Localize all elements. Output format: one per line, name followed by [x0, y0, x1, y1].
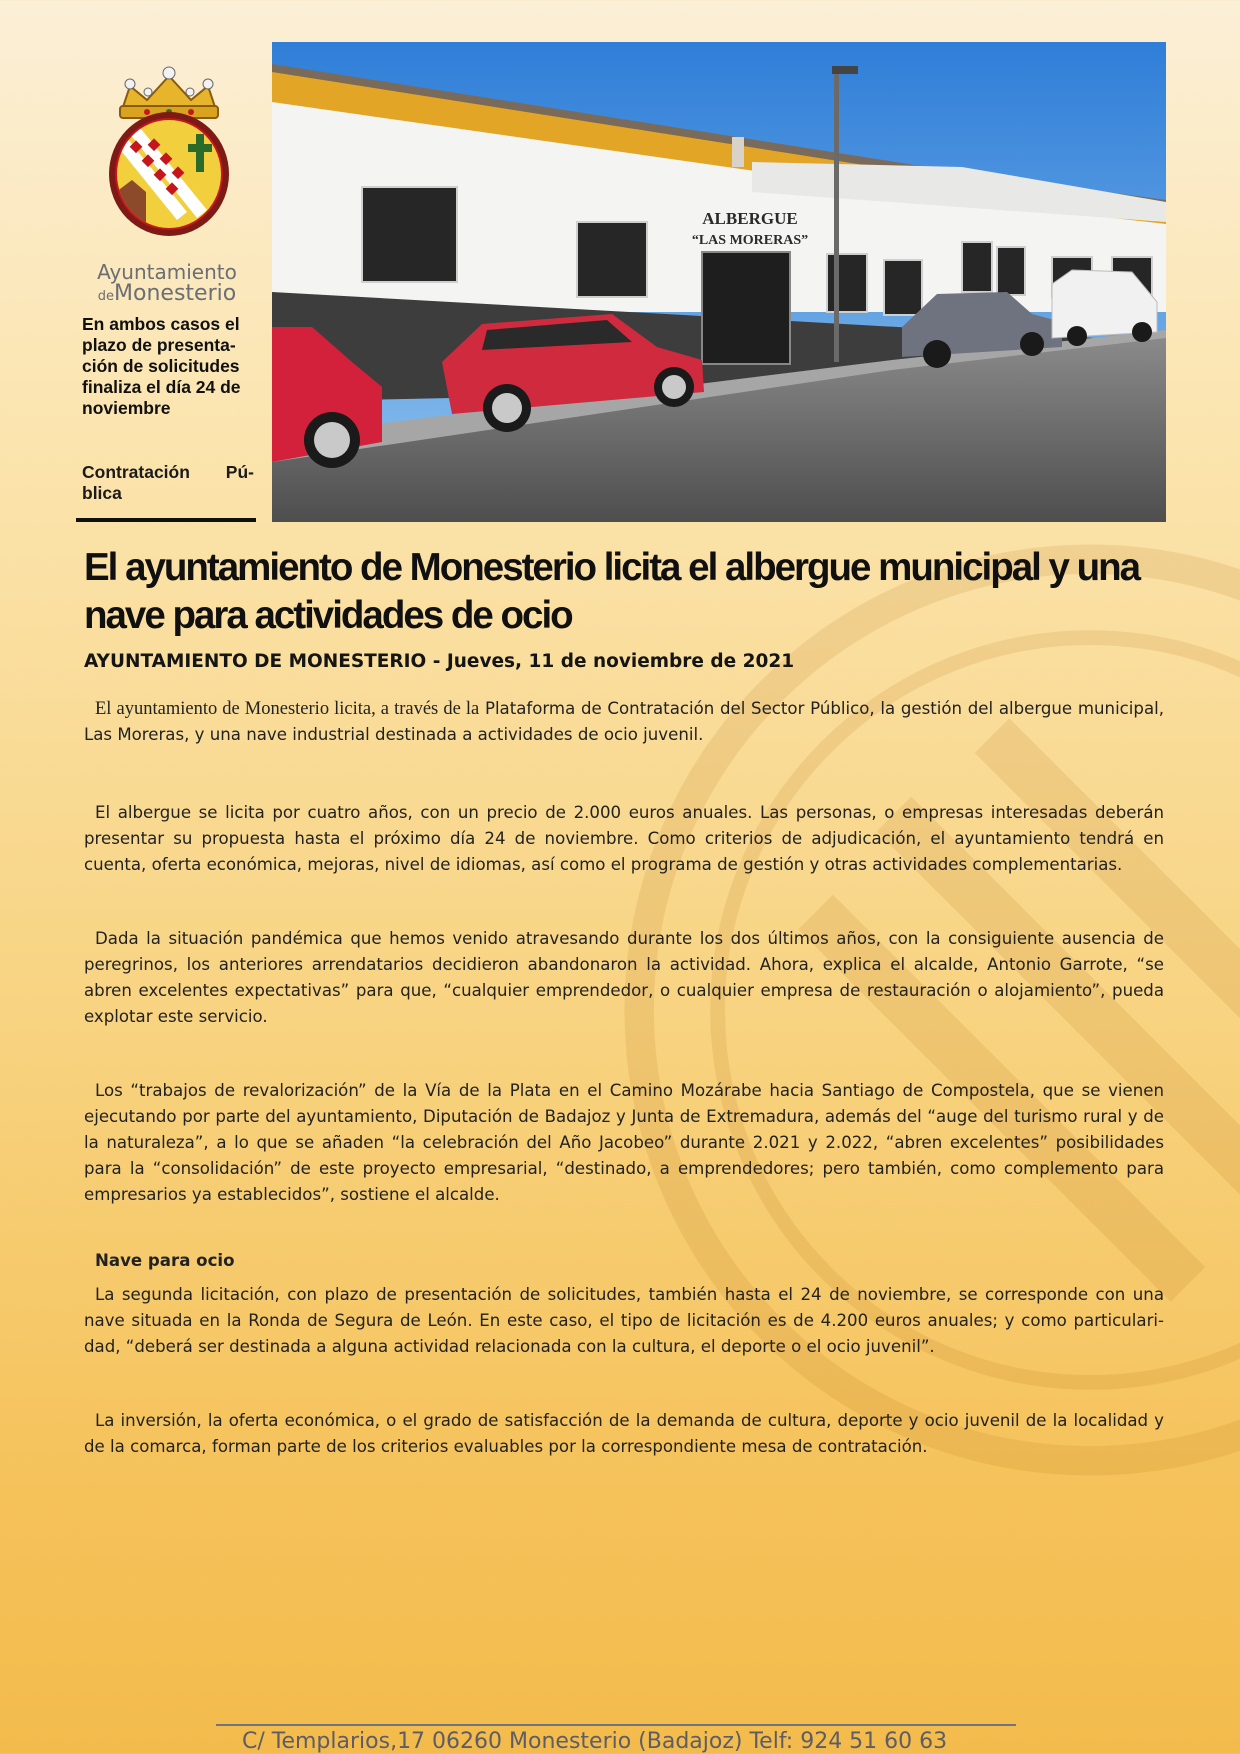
- sidebar-highlight-note: En ambos casos el plazo de presenta-ción de solicitudes finaliza el día 24 de noviembre: [82, 314, 241, 418]
- sidebar-divider: [76, 518, 256, 522]
- footer-divider: [216, 1724, 1016, 1726]
- paragraph-5: La segunda licitación, con plazo de presentación de solicitudes, también hasta el 24 de noviembre, se corresponde con una nave situada en la Ronda de Segura de León. En este caso, el tipo de licitación es de 4.200 euros anuales; y como particulari-dad, “deberá ser destinada a alguna actividad relacionada con la cultura, el deporte o el ocio juvenil”.: [84, 1285, 1164, 1356]
- article-headline: El ayuntamiento de Monesterio licita el albergue municipal y una nave para actividades de ocio: [84, 546, 1140, 637]
- paragraph-6: La inversión, la oferta económica, o el grado de satisfacción de la demanda de cultura, deporte y ocio juvenil de la localidad y de la comarca, forman parte de los criterios evaluables por la correspondiente mesa de contratación.: [84, 1411, 1164, 1456]
- logo-line1: Ayuntamiento: [97, 260, 237, 284]
- article-byline: AYUNTAMIENTO DE MONESTERIO - Jueves, 11 de noviembre de 2021: [84, 651, 795, 672]
- section-label: Contratación Pú-blica: [82, 462, 254, 503]
- article-body: [84, 696, 1164, 1460]
- paragraph-4: Los “trabajos de revalorización” de la Vía de la Plata en el Camino Mozárabe hacia Santiago de Compostela, que se vienen ejecutando por parte del ayuntamiento, Diputación de Badajoz y Junta de Extremadura, además del “auge del turismo rural y de la naturaleza”, a lo que se añaden “la celebración del Año Jacobeo” durante 2.021 y 2.022, “abren excelentes” posibilidades para la “consolidación” de este proyecto empresarial, “destinado, a emprendedores; pero también, como complemento para empresarios ya establecidos”, sostiene el alcalde.: [84, 1081, 1164, 1204]
- logo-wordmark: [82, 261, 252, 308]
- paragraph-2: El albergue se licita por cuatro años, con un precio de 2.000 euros anuales. Las personas, o empresas interesadas deberán presentar su propuesta hasta el próximo día 24 de noviembre. Como criterios de adjudicación, el ayuntamiento tendrá en cuenta, oferta económica, mejoras, nivel de idiomas, así como el programa de gestión y otras actividades complementarias.: [84, 803, 1164, 874]
- paragraph-1: El ayuntamiento de Monesterio licita, a través de la Plataforma de Contratación del Sector Público, la gestión del albergue municipal, Las Moreras, y una nave industrial destinada a actividades de ocio juvenil.: [84, 699, 1164, 744]
- crown-icon: [120, 67, 218, 118]
- albergue-sign-line1: ALBERGUE: [702, 209, 798, 228]
- albergue-sign-line2: “LAS MORERAS”: [691, 233, 809, 248]
- coat-of-arms-logo: [92, 62, 247, 242]
- hero-photo-albergue: [272, 42, 1166, 522]
- logo-line2: deMonesterio: [97, 281, 237, 306]
- section-subhead: Nave para ocio: [95, 1251, 235, 1270]
- paragraph-3: Dada la situación pandémica que hemos venido atravesando durante los dos últimos años, con la consiguiente ausencia de peregrinos, los anteriores arrendatarios decidieron abandonaron la actividad. Ahora, explica el alcalde, Antonio Garrote, “se abren excelentes expectativas” para que, “cualquier emprendedor, o cualquier empresa de restauración o alojamiento”, pueda explotar este servicio.: [84, 929, 1164, 1026]
- footer-address: C/ Templarios,17 06260 Monesterio (Badajoz) Telf: 924 51 60 63: [242, 1729, 948, 1754]
